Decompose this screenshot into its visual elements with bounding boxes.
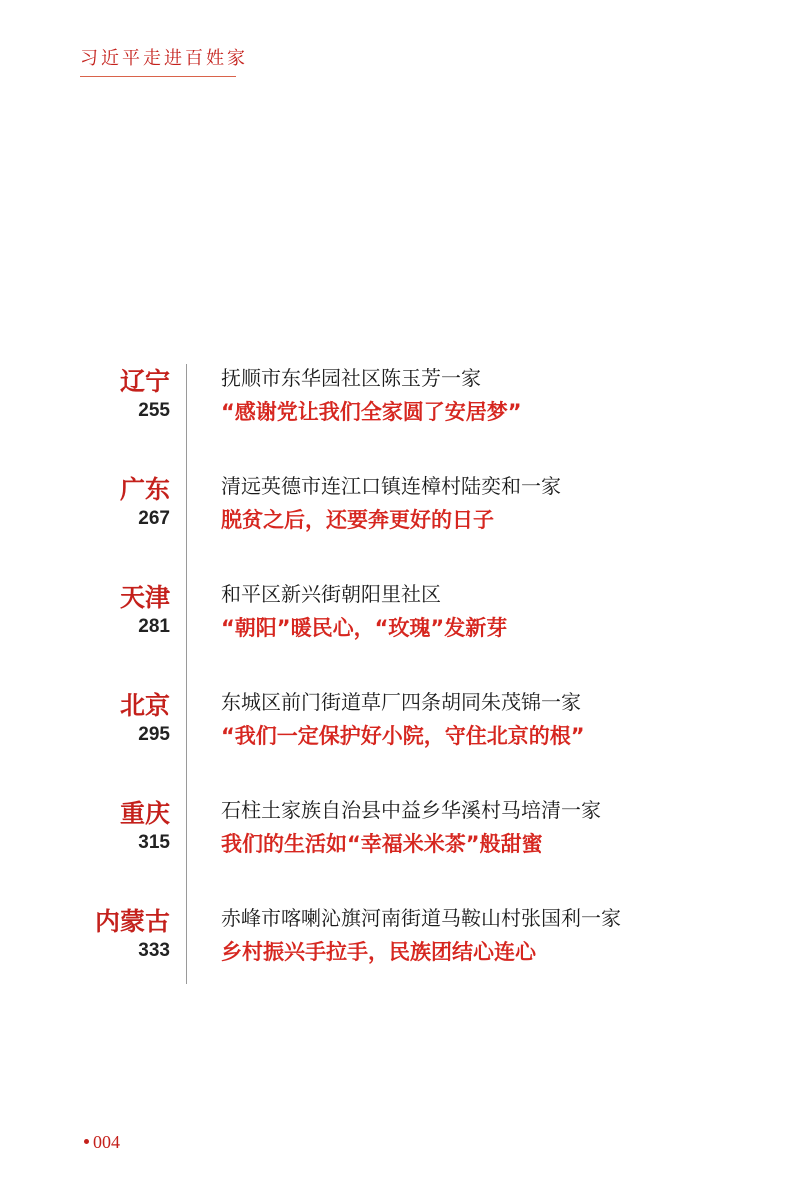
toc-region: 广东 xyxy=(119,475,170,504)
toc-entry[interactable] xyxy=(0,466,790,574)
toc-entry-title: 我们的生活如“幸福米米茶”般甜蜜 xyxy=(221,832,543,856)
table-of-contents xyxy=(0,358,790,1006)
toc-region: 辽宁 xyxy=(119,367,170,396)
toc-entry[interactable] xyxy=(0,898,790,1006)
toc-location: 石柱土家族自治县中益乡华溪村马培清一家 xyxy=(221,798,601,822)
toc-entry[interactable] xyxy=(0,358,790,466)
toc-entry[interactable] xyxy=(0,574,790,682)
toc-entry[interactable] xyxy=(0,682,790,790)
toc-location: 抚顺市东华园社区陈玉芳一家 xyxy=(221,366,481,390)
toc-entry-title: “我们一定保护好小院，守住北京的根” xyxy=(221,724,585,748)
toc-page-number: 267 xyxy=(138,508,170,529)
toc-region: 重庆 xyxy=(119,799,170,828)
toc-location: 清远英德市连江口镇连樟村陆奕和一家 xyxy=(221,474,561,498)
toc-entry[interactable] xyxy=(0,790,790,898)
running-head-rule xyxy=(80,76,236,77)
toc-entry-title: 脱贫之后，还要奔更好的日子 xyxy=(221,508,494,532)
toc-entry-title: “朝阳”暖民心，“玫瑰”发新芽 xyxy=(221,616,508,640)
toc-page-number: 295 xyxy=(138,724,170,745)
folio-bullet xyxy=(84,1139,89,1144)
folio xyxy=(84,1132,120,1153)
toc-page-number: 255 xyxy=(138,400,170,421)
toc-region: 北京 xyxy=(119,691,170,720)
toc-page-number: 281 xyxy=(138,616,170,637)
toc-region: 天津 xyxy=(119,583,170,612)
toc-page-number: 315 xyxy=(138,832,170,853)
running-head: 习近平走进百姓家 xyxy=(80,48,248,69)
folio-number: 004 xyxy=(93,1132,120,1152)
toc-location: 和平区新兴街朝阳里社区 xyxy=(221,582,441,606)
toc-entry-title: “感谢党让我们全家圆了安居梦” xyxy=(221,400,522,424)
toc-page-number: 333 xyxy=(138,940,170,961)
toc-region: 内蒙古 xyxy=(94,907,170,936)
toc-location: 东城区前门街道草厂四条胡同朱茂锦一家 xyxy=(221,690,581,714)
toc-entry-title: 乡村振兴手拉手，民族团结心连心 xyxy=(221,940,536,964)
toc-location: 赤峰市喀喇沁旗河南街道马鞍山村张国利一家 xyxy=(221,906,621,930)
